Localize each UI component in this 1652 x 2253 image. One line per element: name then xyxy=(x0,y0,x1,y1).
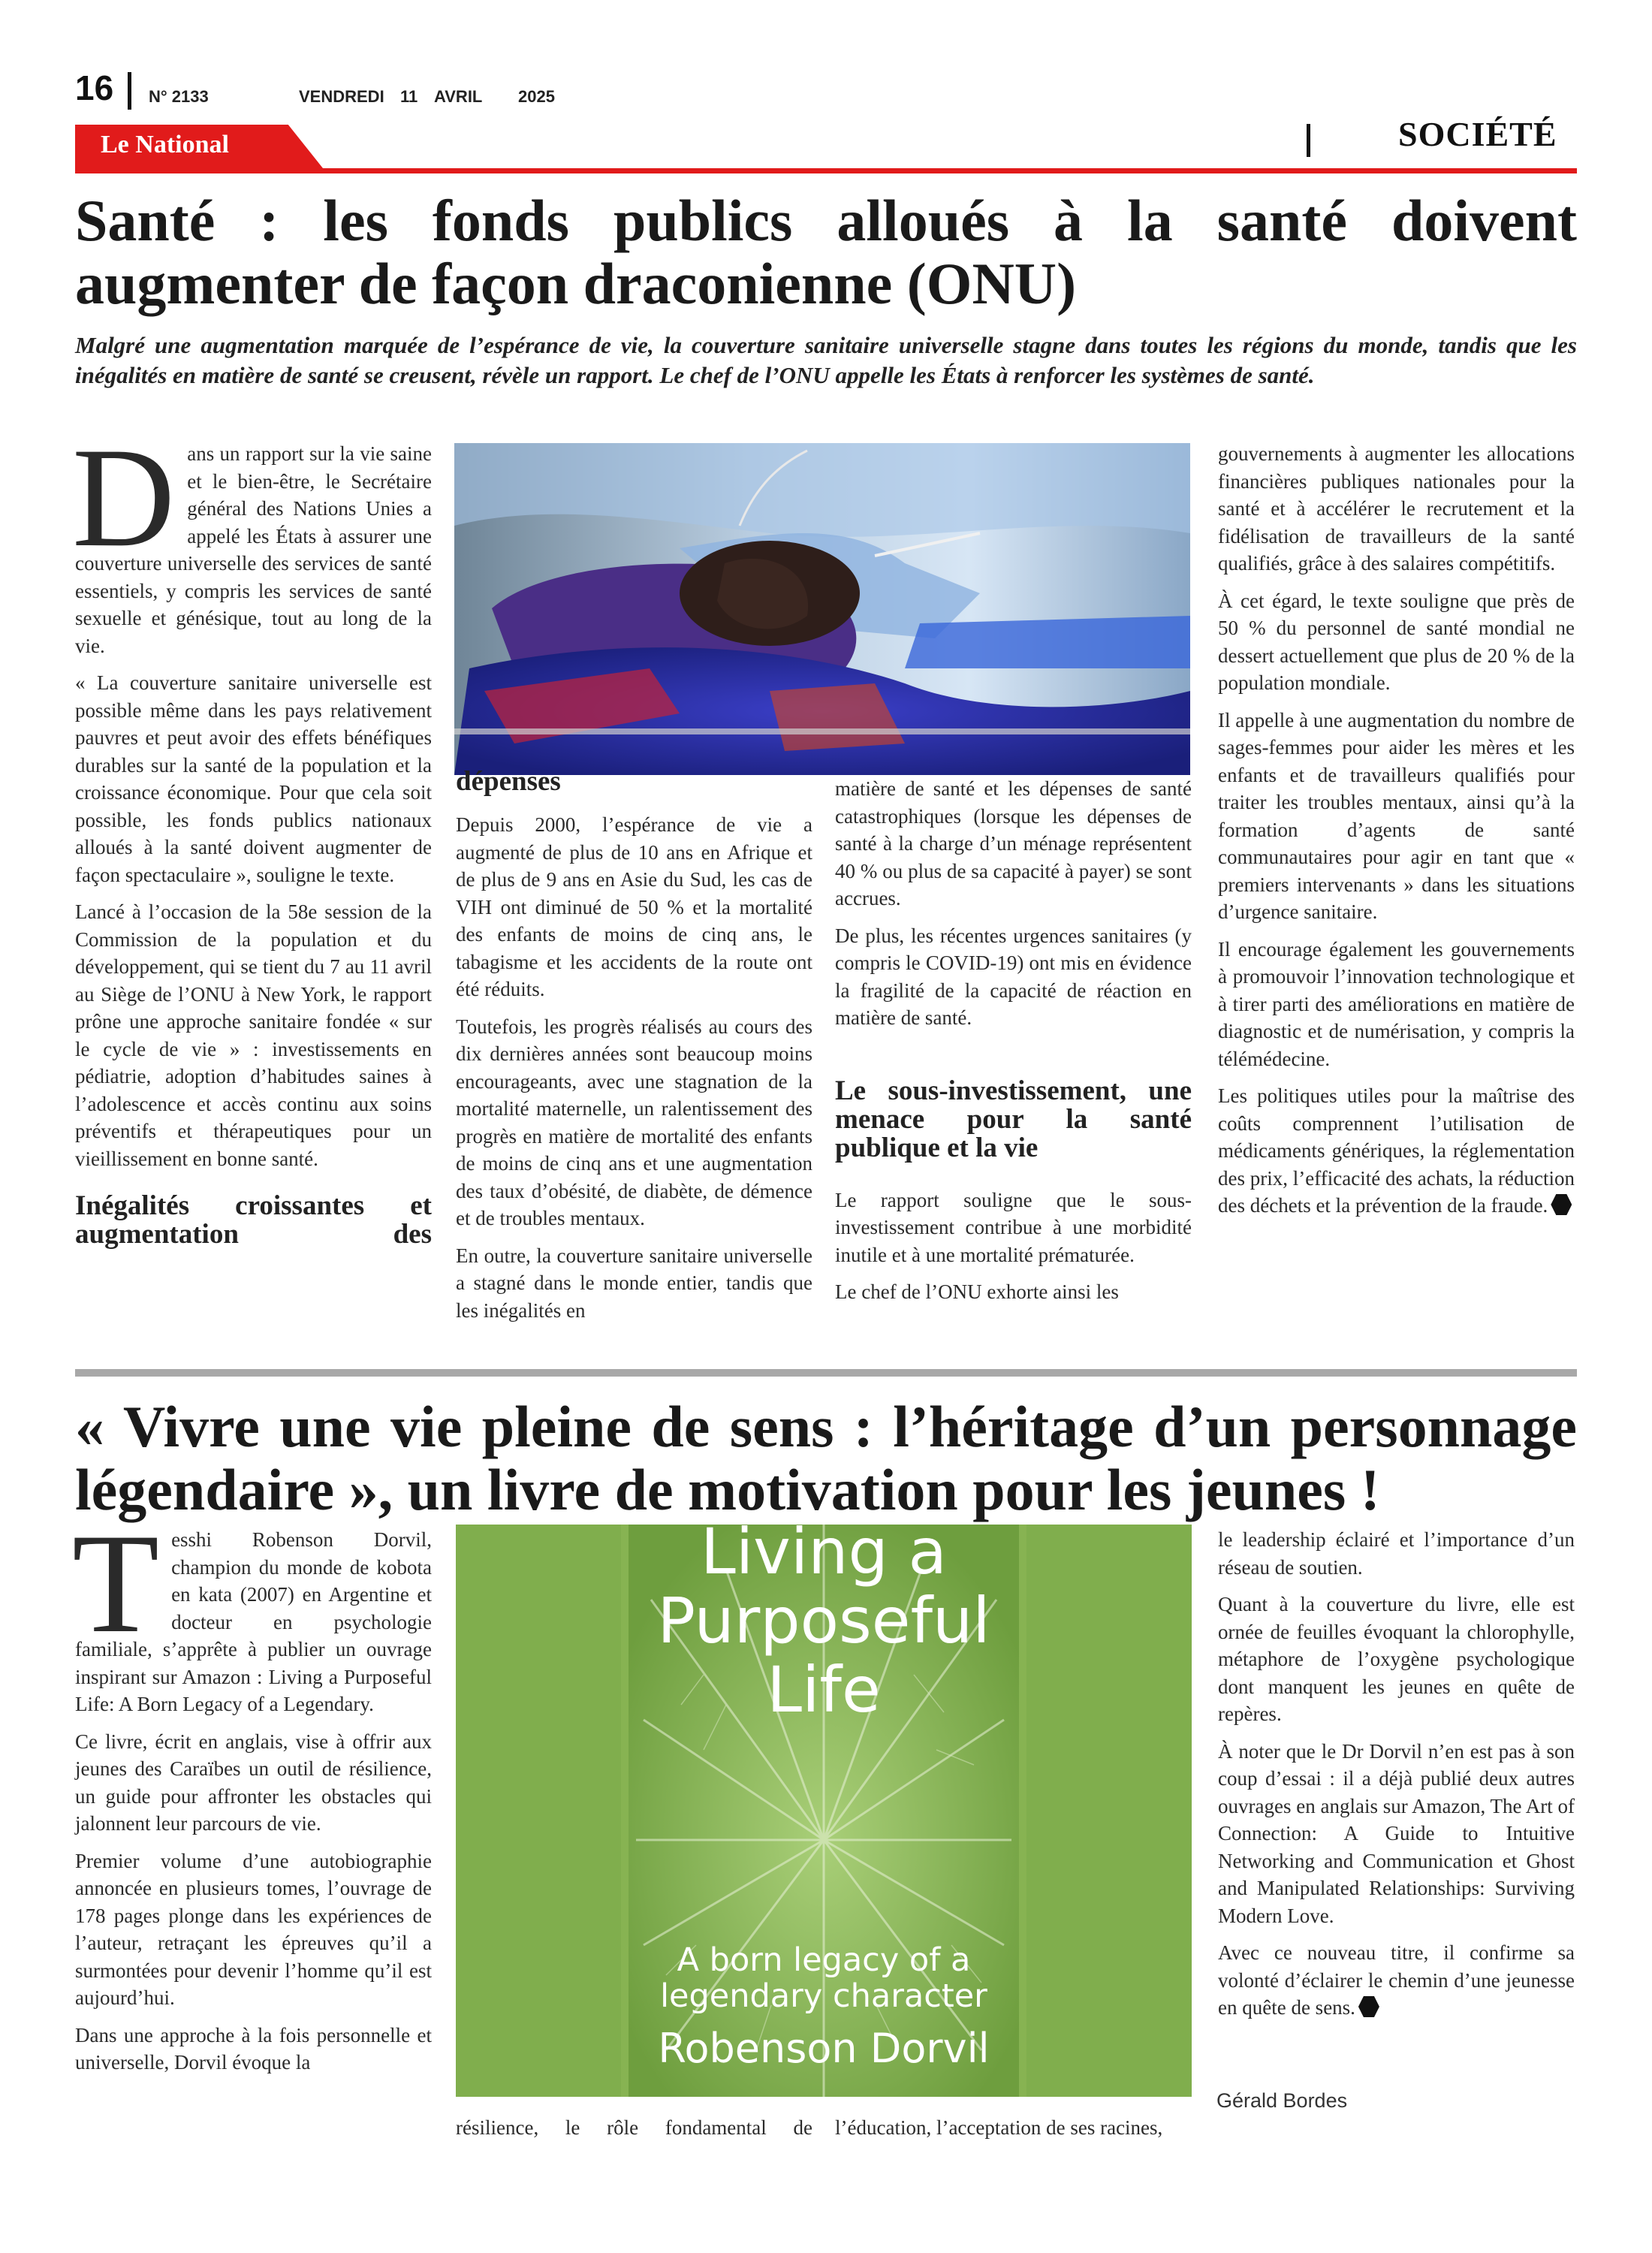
article2-paragraph: À noter que le Dr Dorvil n’en est pas à son coup d’essai : il a déjà publié deux autres ouvrages en anglais sur Amazon, The Art of Connection: A Guide to Intuitive Networking and Communication et Ghost and Manipulated Relationships: Surviving Modern Love. xyxy=(1218,1739,1575,1927)
article2-column-1 xyxy=(72,1505,432,2086)
article1-column-2 xyxy=(456,768,812,1334)
article1-paragraph: À cet égard, le texte souligne que près de 50 % du personnel de santé mondial ne dessert actuellement que plus de 20 % de la population mondiale. xyxy=(1218,589,1575,694)
article2-dropcap: T xyxy=(72,1505,160,1663)
hospital-patient-photo xyxy=(454,443,1190,775)
article2-paragraph: Quant à la couverture du livre, elle est ornée de feuilles évoquant la chlorophylle, métaphore de l’oxygène psychologique dont manquent les jeunes en quête de repères. xyxy=(1218,1593,1575,1725)
article1-paragraph: Le chef de l’ONU exhorte ainsi les xyxy=(835,1280,1119,1303)
book-title-line-1: Living a xyxy=(701,1525,947,1588)
article1-headline: Santé : les fonds publics alloués à la santé doivent augmenter de façon draconienne (ONU) xyxy=(75,188,1577,316)
end-of-article-icon xyxy=(1551,1194,1572,1215)
book-cover-image xyxy=(456,1525,1192,2097)
article1-column-3 xyxy=(835,775,1192,1316)
article1-column-1 xyxy=(72,419,432,1250)
brand-name: Le National xyxy=(101,131,229,158)
article1-paragraph: Les politiques utiles pour la maîtrise des coûts comprennent l’utilisation de médicaments génériques, la réglementation des prix, l’efficacité des achats, la réduction des déchets et la prévention de la fraude. xyxy=(1218,1084,1575,1217)
article2-paragraph: Dans une approche à la fois personnelle et universelle, Dorvil évoque la xyxy=(75,2023,432,2074)
article1-paragraph: En outre, la couverture sanitaire universelle a stagné dans le monde entier, tandis que les inégalités en xyxy=(456,1244,812,1322)
article1-paragraph: Il encourage également les gouvernements à promouvoir l’innovation technologique et à tirer parti des améliorations en matière de diagnostic et de numérisation, y compris la télémédecine. xyxy=(1218,937,1575,1070)
article2-paragraph: Ce livre, écrit en anglais, vise à offrir aux jeunes des Caraïbes un outil de résilience, un guide pour affronter les obstacles qui jalonnent leur parcours de vie. xyxy=(75,1730,432,1835)
article1-column-4 xyxy=(1218,440,1575,1229)
article2-paragraph: résilience, le rôle fondamental de xyxy=(456,2116,812,2139)
section-title: SOCIÉTÉ xyxy=(1398,115,1557,153)
article2-paragraph: le leadership éclairé et l’importance d’un réseau de soutien. xyxy=(1218,1528,1575,1579)
article1-subhead-1: Inégalités croissantes et augmentation des xyxy=(75,1190,432,1250)
article1-paragraph: « La couverture sanitaire universelle est possible même dans les pays relativement pauvres et peut avoir des effets bénéfiques durables sur la santé de la population et la croissance économique. Pour que cela soit possible, les fonds publics nationaux alloués à la santé doivent augmenter de façon spectaculaire », souligne le texte. xyxy=(75,671,432,886)
article1-paragraph: Toutefois, les progrès réalisés au cours des dix dernières années sont beaucoup moins encourageants, avec une stagnation de la mortalité maternelle, un ralentissement des progrès en matière de mortalité des enfants de moins de cinq ans et une augmentation des taux d’obésité, de diabète, de démence et de troubles mentaux. xyxy=(456,1015,812,1229)
page-number-divider xyxy=(128,72,131,110)
article1-paragraph: De plus, les récentes urgences sanitaires (y compris le COVID-19) ont mis en évidence la fragilité de la capacité de réaction en matière de santé. xyxy=(835,924,1192,1029)
article1-paragraph: matière de santé et les dépenses de santé catastrophiques (lorsque les dépenses de santé à la charge d’un ménage représentent 40 % ou plus de sa capacité à payer) se sont accrues. xyxy=(835,777,1192,909)
article1-lead: Malgré une augmentation marquée de l’espérance de vie, la couverture sanitaire universelle stagne dans toutes les régions du monde, tandis que les inégalités en matière de santé se creusent, révèle un rapport. Le chef de l’ONU appelle les États à renforcer les systèmes de santé. xyxy=(75,332,1577,388)
article1-paragraph: Depuis 2000, l’espérance de vie a augmenté de plus de 10 ans en Afrique et de plus de 9 ans en Asie du Sud, les cas de VIH ont diminué de 50 % et la mortalité des enfants de moins de cinq ans, le tabagisme et les accidents de la route ont été réduits. xyxy=(456,813,812,1000)
page-number: 16 xyxy=(75,68,114,107)
article1-dropcap: D xyxy=(72,419,176,577)
article1-subhead-2: Le sous-investissement, une menace pour la santé publique et la vie xyxy=(835,1075,1192,1163)
date-day: 11 xyxy=(400,87,418,106)
article1-paragraph: ans un rapport sur la vie saine et le bien-être, le Secrétaire général des Nations Unies a appelé les États à assurer une couverture universelle des services de santé essentiels, y compris les services de santé sexuelle et génésique, tout au long de la vie. xyxy=(75,442,432,657)
section-divider xyxy=(1307,124,1310,157)
end-of-article-icon xyxy=(1358,1996,1379,2017)
author-byline: Gérald Bordes xyxy=(1216,2089,1348,2112)
article1-paragraph: Il appelle à une augmentation du nombre de sages-femmes pour aider les mères et les enfants et de travailleurs qualifiés pour traiter les troubles mentaux, ainsi qu’à la formation d’agents de santé communautaires pour agir en tant que « premiers intervenants » dans les situations d’urgence sanitaire. xyxy=(1218,708,1575,923)
book-subtitle-line-1: A born legacy of a xyxy=(677,1941,971,1979)
header-rule xyxy=(75,168,1577,173)
article2-headline: « Vivre une vie pleine de sens : l’héritage d’un personnage légendaire », un livre de motivation pour les jeunes ! xyxy=(75,1394,1577,1522)
date-day-name: VENDREDI xyxy=(299,87,384,106)
article2-paragraph: Avec ce nouveau titre, il confirme sa volonté d’éclairer le chemin d’une jeunesse en quête de sens. xyxy=(1218,1941,1575,2019)
article2-paragraph: Premier volume d’une autobiographie annoncée en plusieurs tomes, l’ouvrage de 178 pages plonge dans les expériences de l’auteur, retraçant les épreuves qu’il a surmontées pour devenir l’homme qu’il est aujourd’hui. xyxy=(75,1849,432,2009)
issue-number: N° 2133 xyxy=(149,87,209,106)
article2-column-4 xyxy=(1218,1526,1575,2031)
date-year: 2025 xyxy=(518,87,555,106)
book-subtitle-line-2: legendary character xyxy=(660,1977,987,2015)
book-title-line-3: Life xyxy=(767,1653,881,1727)
article1-paragraph: Lancé à l’occasion de la 58e session de la Commission de la population et du développement, qui se tient du 7 au 11 avril au Siège de l’ONU à New York, le rapport prône une approche sanitaire fondée « sur le cycle de vie » : investissements en pédiatrie, adoption d’habitudes saines à l’adolescence et accès continu aux soins préventifs et thérapeutiques pour un vieillissement en bonne santé. xyxy=(75,900,432,1170)
article1-subhead-1-end: dépenses xyxy=(456,766,561,797)
article2-paragraph: esshi Robenson Dorvil, champion du monde de kobota en kata (2007) en Argentine et docteur en psychologie familiale, s’apprête à publier un ouvrage inspirant sur Amazon : Living a Purposeful Life: A Born Legacy of a Legendary. xyxy=(75,1528,432,1715)
article-divider xyxy=(75,1369,1577,1377)
book-title-line-2: Purposeful xyxy=(657,1584,990,1657)
article2-paragraph: l’éducation, l’acceptation de ses racines, xyxy=(835,2116,1163,2139)
article1-paragraph: gouvernements à augmenter les allocations financières publiques nationales pour la santé et à accélérer le recrutement et la fidélisation de travailleurs de la santé qualifiés, grâce à des salaires compétitifs. xyxy=(1218,442,1575,575)
book-author: Robenson Dorvil xyxy=(658,2025,990,2072)
date-month: AVRIL xyxy=(434,87,483,106)
article1-paragraph: Le rapport souligne que le sous-investissement contribue à une morbidité inutile et à une mortalité prématurée. xyxy=(835,1188,1192,1266)
